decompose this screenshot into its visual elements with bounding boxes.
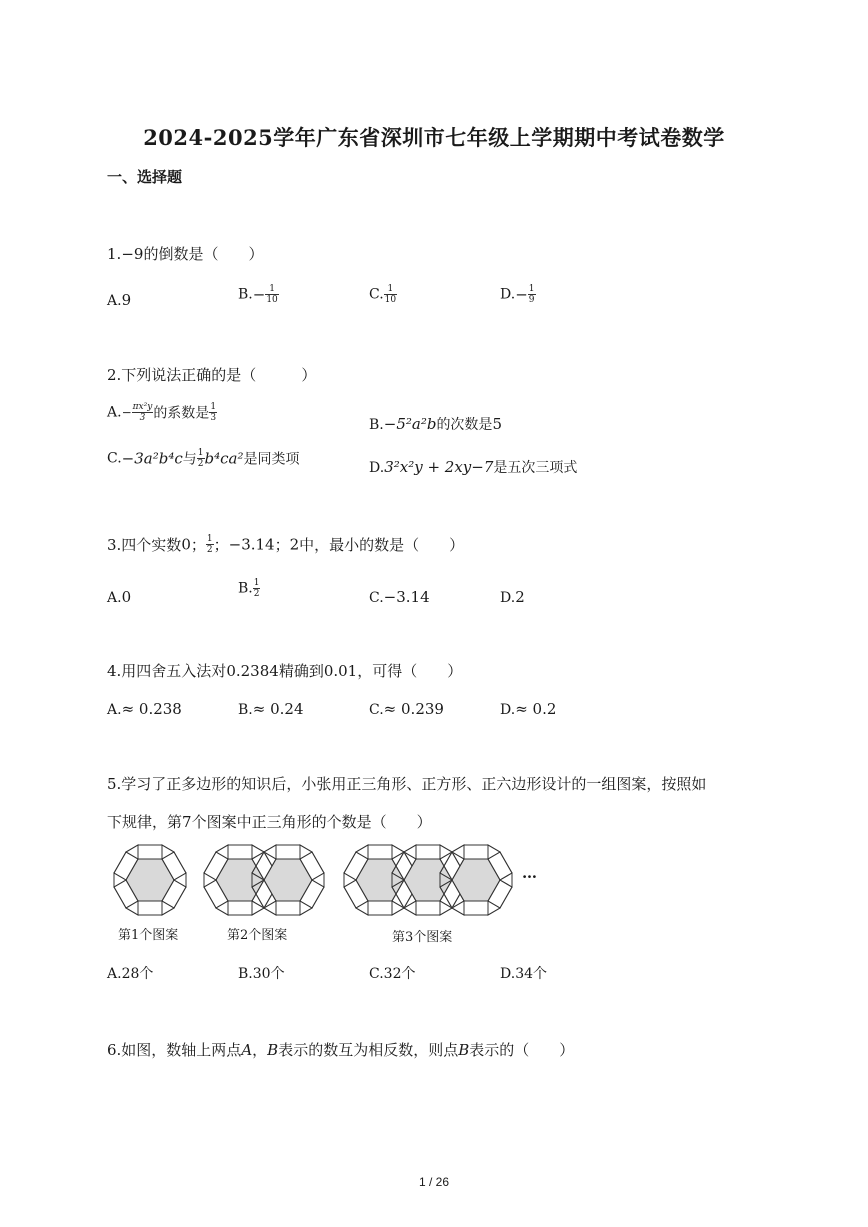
question-6-stem: 6.如图，数轴上两点A，B表示的数互为相反数，则点B表示的（ ）: [107, 1041, 575, 1059]
q1-value: −9: [121, 245, 144, 263]
q1-number: 1.: [107, 245, 122, 263]
q5-option-c: C.32个: [369, 966, 416, 982]
q5-option-a: A.28个: [107, 966, 154, 982]
q1-option-b: B.− $\frac{1}{10}$: [238, 284, 278, 305]
pattern-ellipsis: …: [522, 864, 537, 882]
q1-option-c: C. $\frac{1}{10}$: [369, 284, 397, 305]
pattern-3: [344, 845, 512, 915]
q4-option-a: A.≈ 0.238: [107, 700, 182, 718]
question-1-stem: [107, 243, 263, 264]
q3-option-b: B. $\frac{1}{2}$: [238, 578, 260, 599]
document-title: 2024-2025学年广东省深圳市七年级上学期期中考试卷数学: [143, 125, 725, 150]
question-2-stem: 2.下列说法正确的是（ ）: [107, 366, 317, 384]
question-4-stem: 4.用四舍五入法对0.2384精确到0.01，可得（ ）: [107, 662, 463, 680]
q1-option-a: A.9: [107, 291, 132, 309]
q4-option-c: C.≈ 0.239: [369, 700, 444, 718]
caption-pattern-1: 第1个图案: [118, 928, 179, 943]
q2-option-b: B.−5²a²b的次数是5: [369, 415, 502, 433]
q2-option-c: C.−3a²b⁴c与 $\frac{1}{2}$ b⁴ca²是同类项: [107, 448, 300, 469]
question-5-stem-line-2: 下规律，第7个图案中正三角形的个数是（ ）: [107, 813, 432, 831]
q1-option-d: D.− $\frac{1}{9}$: [500, 284, 535, 305]
q3-option-c: C.−3.14: [369, 588, 430, 606]
q5-option-d: D.34个: [500, 966, 548, 982]
q3-option-d: D.2: [500, 588, 525, 606]
caption-pattern-2: 第2个图案: [227, 928, 288, 943]
q1-text: 的倒数是（ ）: [143, 245, 264, 263]
page-number: 1 / 26: [418, 1175, 450, 1189]
question-5-stem-line-1: 5.学习了正多边形的知识后，小张用正三角形、正方形、正六边形设计的一组图案，按照如: [107, 775, 707, 793]
caption-pattern-3: 第3个图案: [392, 930, 453, 945]
q5-option-b: B.30个: [238, 966, 285, 982]
pattern-2: [204, 845, 324, 915]
question-3-stem: 3.四个实数0； $\frac{1}{2}$ ；−3.14；2中，最小的数是（ ）: [107, 534, 465, 555]
q3-option-a: A.0: [107, 588, 132, 606]
pattern-1: [114, 845, 186, 915]
tile-pattern-figure: [110, 838, 550, 922]
q2-option-d: D.3²x²y + 2xy−7是五次三项式: [369, 458, 578, 476]
q4-option-d: D.≈ 0.2: [500, 700, 557, 718]
q2-option-a: A.− $\frac{\text{πx²y}}{3}$ 的系数是 $\frac{1}{3}$: [107, 402, 217, 423]
q4-option-b: B.≈ 0.24: [238, 700, 304, 718]
section-heading: 一、选择题: [107, 168, 183, 186]
